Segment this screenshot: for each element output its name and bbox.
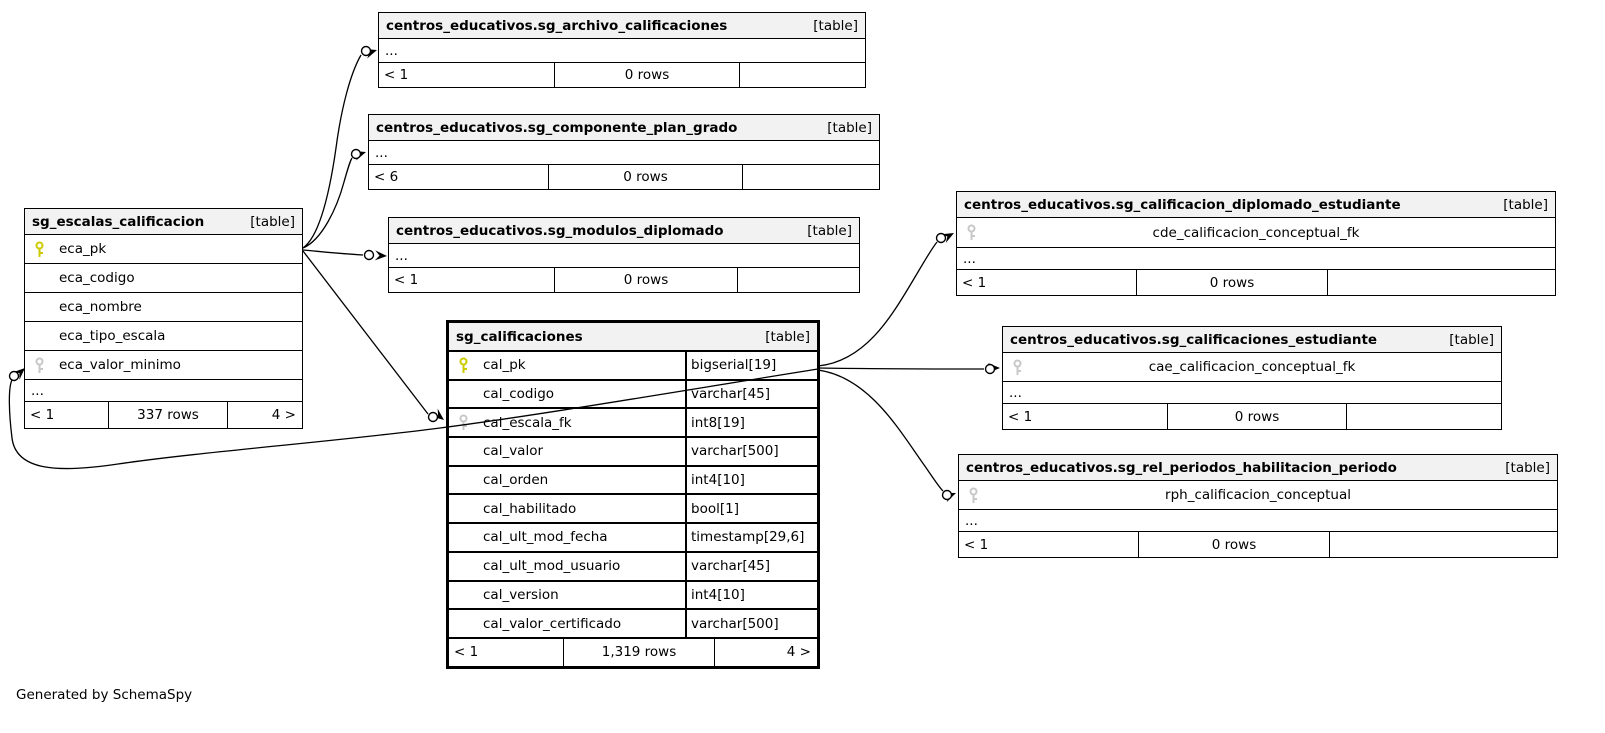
crowfoot-arrow-icon	[941, 229, 956, 243]
table-name[interactable]: centros_educativos.sg_calificaciones_estudiante	[1010, 331, 1378, 348]
table-footer	[1003, 404, 1501, 429]
column-row-eca_codigo	[25, 264, 302, 293]
table-footer	[379, 63, 865, 87]
relationship-line-7	[818, 370, 943, 491]
column-type: int8[19]	[685, 409, 817, 436]
key-icon-cell	[449, 357, 483, 374]
table-node-cde[interactable]	[956, 191, 1556, 296]
table-header	[25, 209, 302, 235]
table-name[interactable]: centros_educativos.sg_rel_periodos_habilitacion_periodo	[966, 459, 1397, 476]
foreign-key-icon	[968, 487, 979, 504]
column-row-cal_codigo	[449, 381, 817, 410]
column-row-rph_calificacion_conceptual	[959, 481, 1557, 510]
column-row-cal_escala_fk	[449, 409, 817, 438]
table-type-tag: [table]	[1503, 196, 1548, 213]
column-name: cal_version	[483, 586, 559, 603]
column-type: int4[10]	[685, 582, 817, 609]
table-node-rph[interactable]	[958, 454, 1558, 558]
hidden-columns-ellipsis-row: ...	[389, 244, 859, 268]
crowfoot-arrow-icon	[988, 363, 1000, 373]
footer-related-in: < 1	[454, 644, 479, 661]
column-name: cal_valor_certificado	[483, 615, 622, 632]
table-node-calificaciones[interactable]	[446, 320, 820, 669]
column-row-eca_valor_minimo	[25, 351, 302, 380]
foreign-key-icon	[966, 224, 977, 241]
footer-related-out: 4 >	[227, 402, 302, 428]
column-row-cal_pk	[449, 352, 817, 381]
table-name[interactable]: centros_educativos.sg_modulos_diplomado	[396, 222, 724, 239]
table-header	[957, 192, 1555, 218]
table-header	[369, 115, 879, 141]
table-footer	[25, 402, 302, 428]
footer-related-in: < 6	[374, 169, 399, 185]
column-name: cal_habilitado	[483, 500, 577, 517]
column-name: eca_nombre	[59, 299, 142, 315]
relationship-line-2	[303, 250, 363, 255]
table-name[interactable]: sg_calificaciones	[456, 328, 583, 345]
zero-connector-icon	[365, 251, 374, 260]
column-name: cal_escala_fk	[483, 414, 572, 431]
column-row-cal_habilitado	[449, 495, 817, 524]
footer-row-count: 1,319 rows	[563, 639, 714, 666]
column-row-cal_ult_mod_fecha	[449, 524, 817, 553]
footer-related-out	[1329, 532, 1557, 557]
column-type: int4[10]	[685, 467, 817, 494]
zero-connector-icon	[986, 365, 995, 374]
primary-key-icon	[458, 357, 469, 374]
key-icon-cell	[959, 481, 993, 509]
column-row-eca_tipo_escala	[25, 322, 302, 351]
table-node-cae[interactable]	[1002, 326, 1502, 430]
table-header	[389, 218, 859, 244]
relationship-line-6	[818, 368, 984, 369]
column-type: bigserial[19]	[685, 352, 817, 379]
footer-related-in: < 1	[30, 407, 55, 423]
footer-row-count: 0 rows	[554, 268, 737, 292]
zero-connector-icon	[943, 491, 952, 500]
footer-row-count: 0 rows	[1167, 404, 1346, 429]
table-type-tag: [table]	[1449, 331, 1494, 348]
column-name: eca_pk	[59, 241, 107, 257]
table-footer	[957, 270, 1555, 295]
column-row-cal_ult_mod_usuario	[449, 553, 817, 582]
key-icon-cell	[25, 357, 59, 374]
table-footer	[369, 165, 879, 189]
column-name: cal_valor	[483, 443, 544, 460]
zero-connector-icon	[429, 413, 438, 422]
primary-key-icon	[34, 241, 45, 258]
hidden-columns-ellipsis-row: ...	[379, 39, 865, 63]
column-row-cal_version	[449, 582, 817, 611]
column-row-cae_calificacion_conceptual_fk	[1003, 353, 1501, 382]
column-type: bool[1]	[685, 495, 817, 522]
column-name: cde_calificacion_conceptual_fk	[1152, 224, 1360, 241]
table-type-tag: [table]	[1505, 459, 1550, 476]
relationship-line-1	[303, 158, 352, 248]
footer-related-in: < 1	[964, 536, 989, 553]
key-icon-cell	[449, 414, 483, 431]
foreign-key-icon	[34, 357, 45, 374]
column-row-eca_nombre	[25, 293, 302, 322]
column-type: timestamp[29,6]	[685, 524, 817, 551]
footer-row-count: 0 rows	[548, 165, 742, 189]
table-type-tag: [table]	[827, 119, 872, 136]
table-footer	[959, 532, 1557, 557]
footer-related-in: < 1	[384, 67, 409, 83]
column-type: varchar[45]	[685, 381, 817, 408]
table-footer	[449, 639, 817, 666]
table-node-archivo[interactable]	[378, 12, 866, 88]
footer-related-out	[1327, 270, 1555, 295]
column-type: varchar[500]	[685, 438, 817, 465]
footer-related-out	[742, 165, 879, 189]
column-name: cal_orden	[483, 472, 549, 489]
table-footer	[389, 268, 859, 292]
column-row-cal_valor_certificado	[449, 610, 817, 639]
table-type-tag: [table]	[250, 213, 295, 230]
table-header	[1003, 327, 1501, 353]
foreign-key-icon	[1012, 359, 1023, 376]
key-icon-cell	[25, 241, 59, 258]
table-name[interactable]: centros_educativos.sg_componente_plan_grado	[376, 119, 738, 136]
hidden-columns-ellipsis-row: ...	[25, 380, 302, 402]
footer-related-out: 4 >	[714, 639, 817, 666]
key-icon-cell	[1003, 353, 1037, 381]
table-node-modulos[interactable]	[388, 217, 860, 293]
column-name: cal_ult_mod_usuario	[483, 558, 621, 575]
hidden-columns-ellipsis-row: ...	[957, 248, 1555, 270]
footer-related-out	[739, 63, 865, 87]
column-name: eca_valor_minimo	[59, 357, 181, 373]
table-header	[449, 323, 817, 352]
hidden-columns-ellipsis-row: ...	[959, 510, 1557, 532]
column-name: eca_codigo	[59, 270, 135, 286]
column-row-eca_pk	[25, 235, 302, 264]
footer-row-count: 337 rows	[108, 402, 227, 428]
column-type: varchar[45]	[685, 553, 817, 580]
table-type-tag: [table]	[765, 328, 810, 345]
footer-related-out	[1346, 404, 1501, 429]
hidden-columns-ellipsis-row: ...	[369, 141, 879, 165]
column-row-cal_valor	[449, 438, 817, 467]
zero-connector-icon	[352, 150, 361, 159]
table-header	[379, 13, 865, 39]
footer-related-in: < 1	[394, 272, 419, 288]
column-name: cal_pk	[483, 357, 526, 374]
column-type: varchar[500]	[685, 610, 817, 637]
zero-connector-icon	[937, 234, 946, 243]
footer-related-out	[737, 268, 859, 292]
crowfoot-arrow-icon	[431, 409, 447, 424]
column-row-cal_orden	[449, 467, 817, 496]
footer-row-count: 0 rows	[1138, 532, 1329, 557]
table-type-tag: [table]	[813, 17, 858, 34]
footer-related-in: < 1	[962, 274, 987, 291]
table-header	[959, 455, 1557, 481]
zero-connector-icon	[10, 372, 19, 381]
crowfoot-arrow-icon	[943, 488, 958, 502]
footer-row-count: 0 rows	[1136, 270, 1327, 295]
generator-note: Generated by SchemaSpy	[16, 687, 193, 703]
column-name: cal_codigo	[483, 386, 555, 403]
crowfoot-arrow-icon	[353, 147, 368, 160]
column-row-cde_calificacion_conceptual_fk	[957, 218, 1555, 248]
column-name: eca_tipo_escala	[59, 328, 166, 344]
table-name[interactable]: sg_escalas_calificacion	[32, 213, 205, 230]
table-name[interactable]: centros_educativos.sg_calificacion_diplomado_estudiante	[964, 196, 1401, 213]
hidden-columns-ellipsis-row: ...	[1003, 382, 1501, 404]
zero-connector-icon	[362, 47, 371, 56]
table-node-escalas[interactable]	[24, 208, 303, 429]
relationship-line-0	[303, 55, 361, 248]
footer-related-in: < 1	[1008, 408, 1033, 425]
footer-row-count: 0 rows	[554, 63, 739, 87]
table-node-componente[interactable]	[368, 114, 880, 190]
table-name[interactable]: centros_educativos.sg_archivo_calificaciones	[386, 17, 728, 34]
foreign-key-icon	[458, 414, 469, 431]
key-icon-cell	[957, 218, 991, 247]
column-name: cal_ult_mod_fecha	[483, 529, 608, 546]
column-name: rph_calificacion_conceptual	[1165, 487, 1351, 503]
crowfoot-arrow-icon	[375, 250, 388, 261]
table-type-tag: [table]	[807, 222, 852, 239]
crowfoot-arrow-icon	[364, 45, 379, 58]
column-name: cae_calificacion_conceptual_fk	[1148, 359, 1356, 375]
